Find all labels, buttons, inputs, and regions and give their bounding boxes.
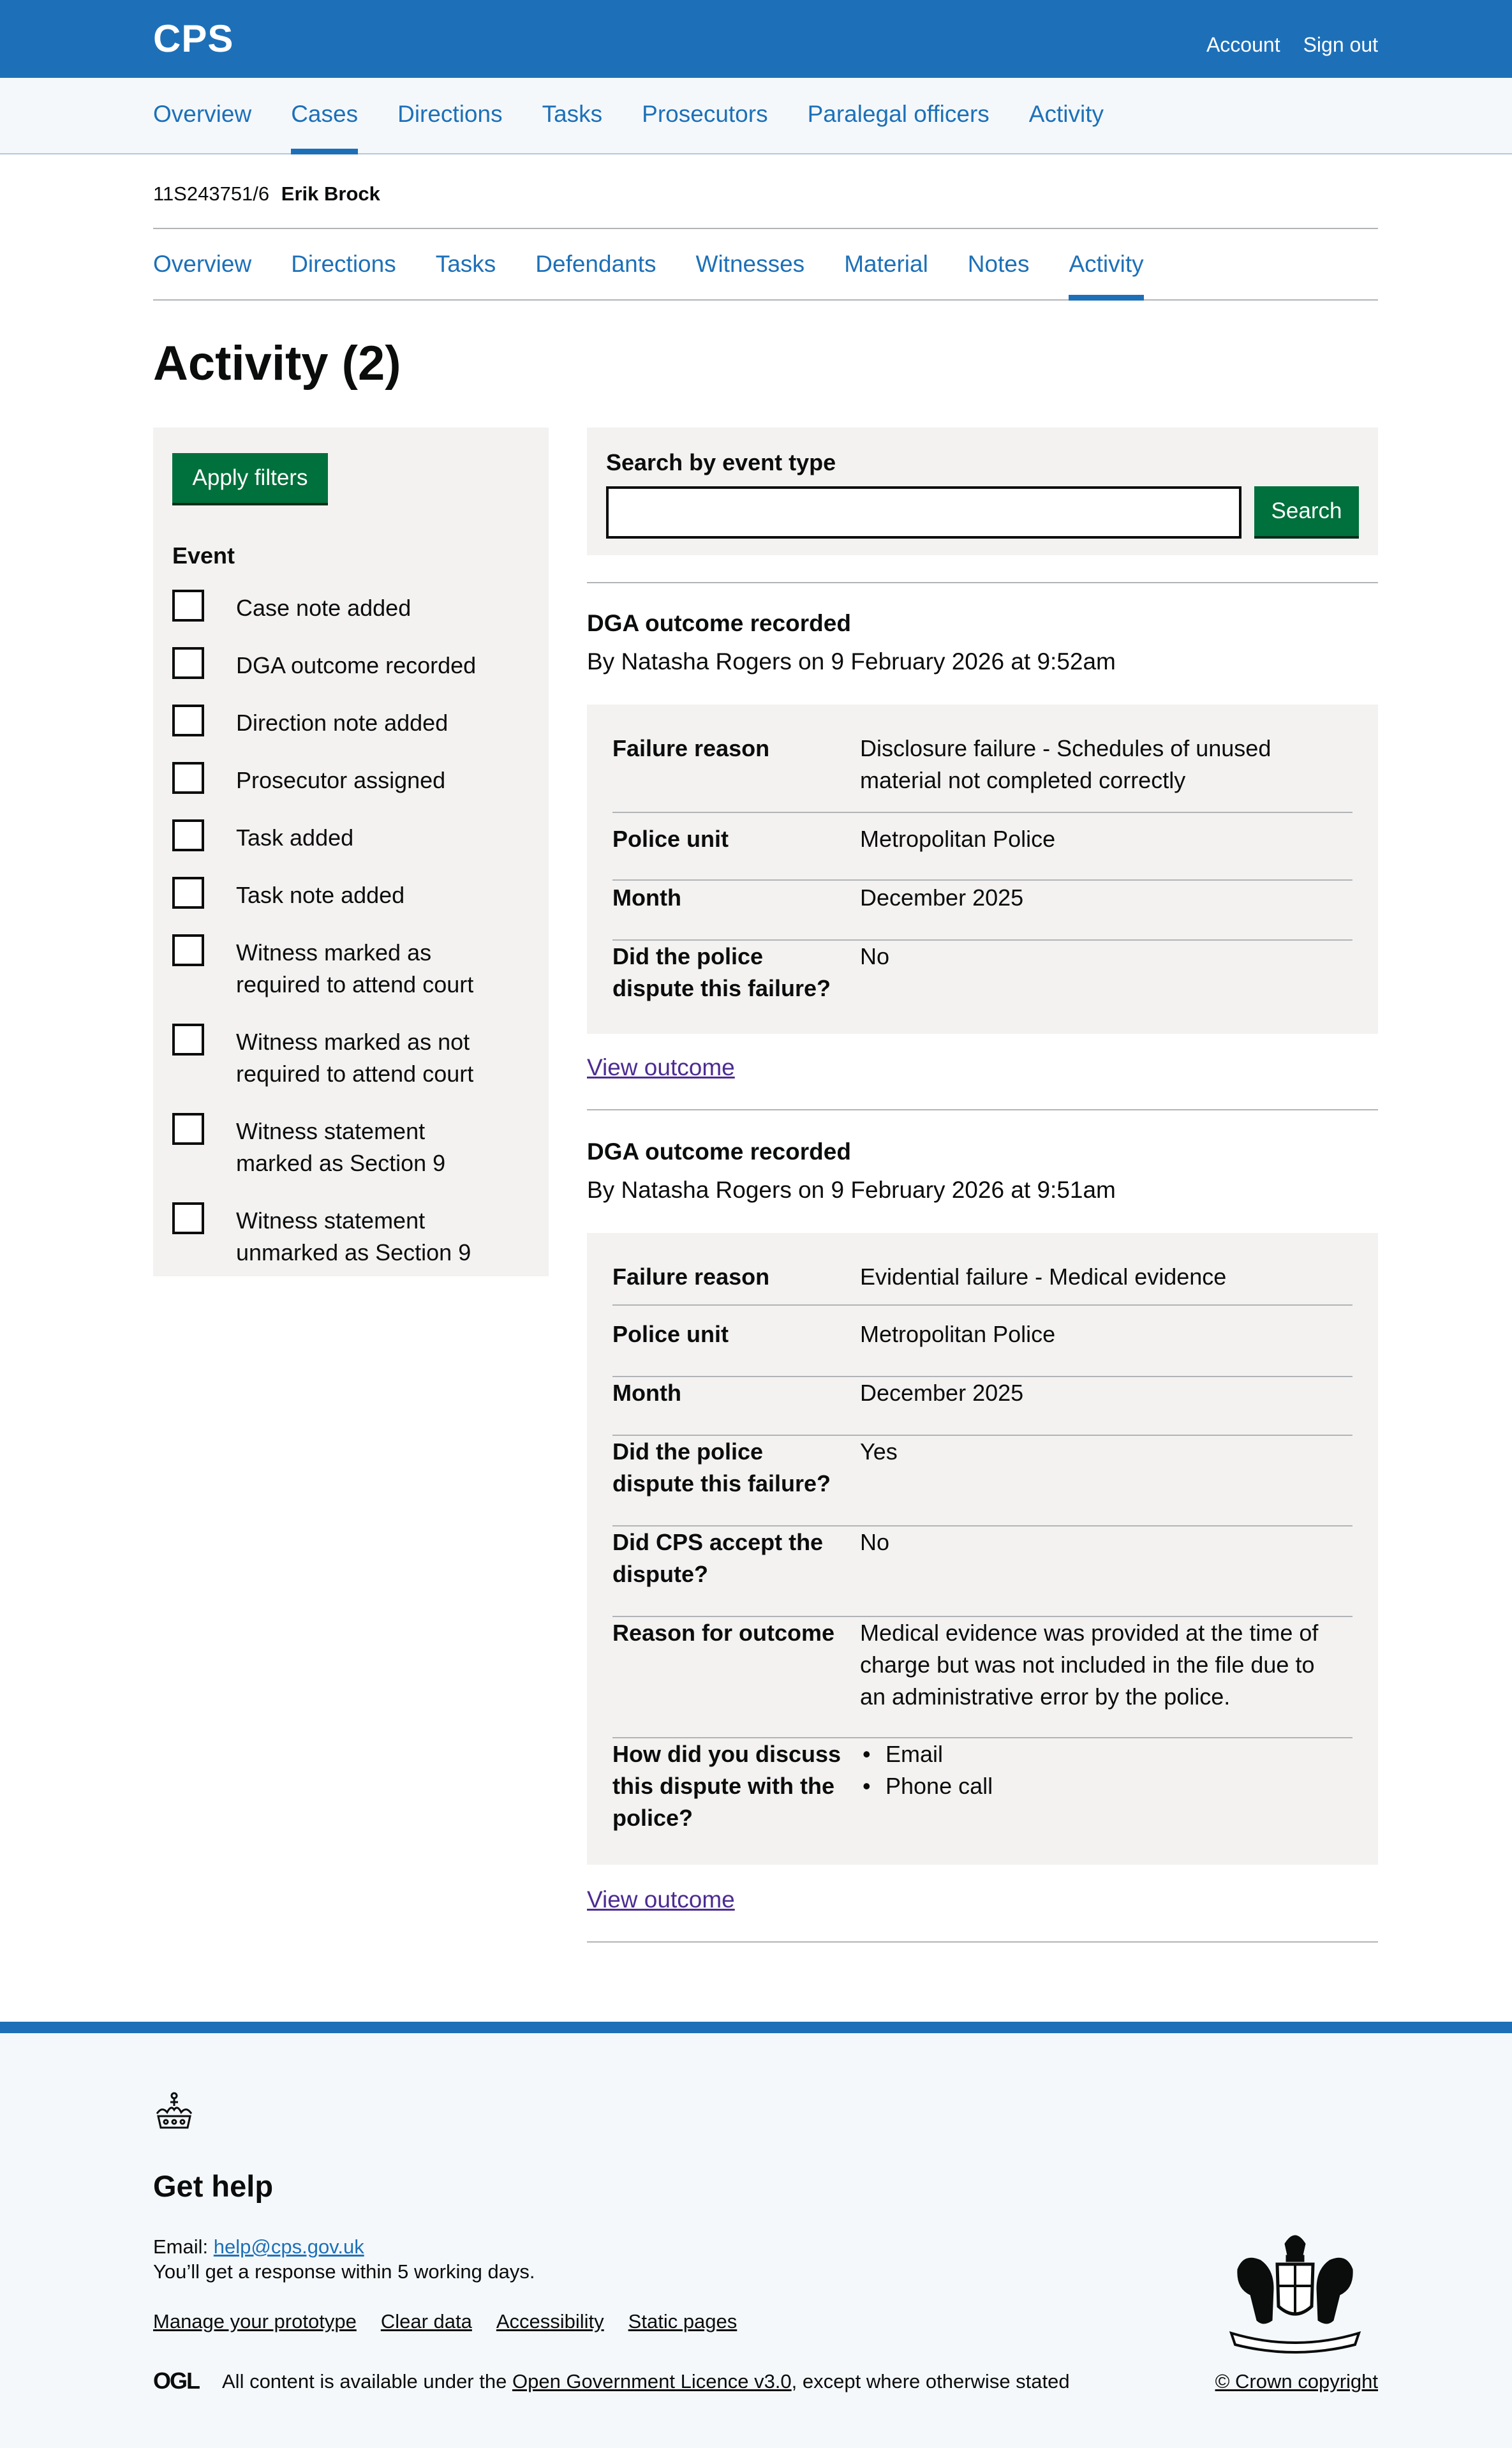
tab-directions[interactable]: Directions [291, 251, 396, 277]
help-email-line [153, 2235, 364, 2258]
checkbox-label[interactable]: Witness marked as required to attend court [236, 939, 474, 997]
checkbox[interactable] [172, 762, 204, 794]
view-outcome-link[interactable]: View outcome [587, 1886, 735, 1913]
primary-navigation [0, 78, 1512, 154]
divider [587, 1941, 1378, 1943]
site-footer [0, 2022, 1512, 2448]
nav-activity[interactable]: Activity [1028, 101, 1104, 127]
summary-key: Failure reason [612, 1264, 770, 1290]
divider [587, 582, 1378, 583]
event-option[interactable] [172, 592, 530, 624]
search-label: Search by event type [606, 449, 836, 475]
tab-tasks[interactable]: Tasks [435, 251, 496, 277]
checkbox[interactable] [172, 819, 204, 851]
event-option[interactable] [172, 879, 530, 911]
summary-key: Reason for outcome [612, 1620, 835, 1646]
defendant-name: Erik Brock [281, 183, 380, 205]
checkbox-label[interactable]: Witness statement marked as Section 9 [236, 1118, 446, 1176]
checkbox[interactable] [172, 705, 204, 736]
licence-suffix: , except where otherwise stated [791, 2370, 1070, 2392]
nav-directions[interactable]: Directions [397, 101, 503, 127]
checkbox[interactable] [172, 1113, 204, 1145]
event-byline: By Natasha Rogers on 9 February 2026 at 9:52am [587, 648, 1116, 675]
search-panel [587, 428, 1378, 555]
checkbox-label[interactable]: Task note added [236, 882, 405, 908]
nav-cases[interactable]: Cases [291, 78, 358, 153]
summary-value: Metropolitan Police [860, 826, 1056, 852]
checkbox-label[interactable]: Witness statement unmarked as Section 9 [236, 1207, 471, 1265]
tab-defendants[interactable]: Defendants [535, 251, 656, 277]
checkbox-label[interactable]: Case note added [236, 595, 411, 621]
royal-coat-of-arms-icon [1219, 2225, 1372, 2359]
nav-paralegal-officers[interactable]: Paralegal officers [807, 101, 989, 127]
licence-text [222, 2370, 1070, 2393]
checkbox[interactable] [172, 1024, 204, 1056]
email-prefix: Email: [153, 2235, 209, 2258]
checkbox[interactable] [172, 934, 204, 966]
summary-row [612, 823, 1353, 881]
list-item: • Phone call [860, 1770, 1345, 1802]
licence-prefix: All content is available under the [222, 2370, 507, 2392]
event-title: DGA outcome recorded [587, 1138, 851, 1165]
get-help-heading: Get help [153, 2169, 274, 2203]
help-email-link[interactable]: help@cps.gov.uk [213, 2235, 364, 2258]
sign-out-link[interactable]: Sign out [1303, 33, 1378, 56]
summary-row [612, 1261, 1353, 1306]
filter-panel [153, 428, 549, 1276]
tab-witnesses[interactable]: Witnesses [695, 251, 805, 277]
manage-prototype-link[interactable]: Manage your prototype [153, 2310, 357, 2332]
list-item: • Email [860, 1738, 1345, 1770]
checkbox-label[interactable]: Witness marked as not required to attend court [236, 1029, 474, 1087]
summary-value: Medical evidence was provided at the time of charge but was not included in the file due to an administrative error by the police. [860, 1620, 1319, 1710]
summary-row [612, 882, 1353, 941]
tab-overview[interactable]: Overview [153, 251, 252, 277]
event-option[interactable] [172, 1205, 530, 1269]
ogl-logo: OGL [153, 2368, 199, 2394]
event-filter-heading: Event [172, 542, 235, 569]
nav-overview[interactable]: Overview [153, 101, 252, 127]
summary-key: Month [612, 1380, 681, 1406]
summary-row [612, 1436, 1353, 1526]
footer-links [153, 2310, 737, 2333]
summary-value: Metropolitan Police [860, 1321, 1056, 1347]
discussion-method-list [860, 1738, 1345, 1802]
view-outcome-link[interactable]: View outcome [587, 1054, 735, 1080]
checkbox-label[interactable]: DGA outcome recorded [236, 652, 477, 678]
summary-value: No [860, 943, 890, 969]
checkbox-label[interactable]: Direction note added [236, 710, 448, 736]
tab-material[interactable]: Material [844, 251, 928, 277]
accessibility-link[interactable]: Accessibility [496, 2310, 604, 2332]
summary-row [612, 1617, 1353, 1738]
summary-row [612, 941, 1353, 1011]
tab-activity[interactable]: Activity [1069, 229, 1143, 299]
summary-row [612, 1318, 1353, 1377]
case-reference [153, 183, 380, 205]
summary-value: Evidential failure - Medical evidence [860, 1264, 1227, 1290]
summary-row [612, 1738, 1353, 1851]
search-input[interactable] [606, 486, 1241, 539]
summary-key: Did CPS accept the dispute? [612, 1529, 824, 1587]
licence-link[interactable]: Open Government Licence v3.0 [512, 2370, 792, 2392]
summary-key: How did you discuss this dispute with the police? [612, 1741, 841, 1831]
clear-data-link[interactable]: Clear data [380, 2310, 472, 2332]
event-option[interactable] [172, 822, 530, 854]
event-summary-list [587, 1233, 1378, 1865]
summary-row [612, 733, 1353, 813]
response-time-text: You’ll get a response within 5 working days. [153, 2260, 535, 2283]
summary-value: No [860, 1529, 890, 1555]
event-option[interactable] [172, 1026, 530, 1090]
checkbox-label[interactable]: Task added [236, 825, 354, 851]
case-sub-navigation [153, 228, 1378, 301]
nav-tasks[interactable]: Tasks [542, 101, 603, 127]
event-option[interactable] [172, 937, 530, 1001]
summary-key: Month [612, 884, 681, 911]
summary-value [860, 1738, 1345, 1802]
checkbox[interactable] [172, 1202, 204, 1234]
event-summary-list [587, 705, 1378, 1034]
checkbox[interactable] [172, 877, 204, 909]
checkbox[interactable] [172, 647, 204, 679]
search-button[interactable]: Search [1254, 486, 1359, 536]
summary-key: Police unit [612, 826, 729, 852]
summary-key: Did the police dispute this failure? [612, 1438, 831, 1496]
static-pages-link[interactable]: Static pages [628, 2310, 737, 2332]
divider [587, 1109, 1378, 1110]
summary-value: Yes [860, 1438, 898, 1465]
summary-key: Did the police dispute this failure? [612, 943, 831, 1001]
header-account-nav [1206, 33, 1378, 57]
summary-value: Disclosure failure - Schedules of unused material not completed correctly [860, 735, 1271, 793]
event-byline: By Natasha Rogers on 9 February 2026 at 9:51am [587, 1177, 1116, 1203]
summary-key: Police unit [612, 1321, 729, 1347]
page-title: Activity (2) [153, 336, 401, 391]
cps-logo[interactable]: CPS [153, 17, 234, 60]
summary-key: Failure reason [612, 735, 770, 761]
site-header [0, 0, 1512, 78]
checkbox[interactable] [172, 590, 204, 622]
event-checkbox-list [172, 592, 530, 1294]
case-number: 11S243751/6 [153, 183, 270, 205]
checkbox-label[interactable]: Prosecutor assigned [236, 767, 446, 793]
account-link[interactable]: Account [1206, 33, 1280, 56]
event-option[interactable] [172, 765, 530, 796]
event-title: DGA outcome recorded [587, 610, 851, 636]
nav-prosecutors[interactable]: Prosecutors [642, 101, 768, 127]
crown-icon [153, 2091, 195, 2133]
summary-value: December 2025 [860, 1380, 1024, 1406]
tab-notes[interactable]: Notes [967, 251, 1030, 277]
apply-filters-button[interactable]: Apply filters [172, 453, 328, 503]
event-option[interactable] [172, 1116, 530, 1179]
summary-value: December 2025 [860, 884, 1024, 911]
event-option[interactable] [172, 707, 530, 739]
summary-row [612, 1377, 1353, 1436]
crown-copyright-link[interactable]: © Crown copyright [1215, 2370, 1378, 2392]
event-option[interactable] [172, 650, 530, 682]
summary-row [612, 1526, 1353, 1617]
